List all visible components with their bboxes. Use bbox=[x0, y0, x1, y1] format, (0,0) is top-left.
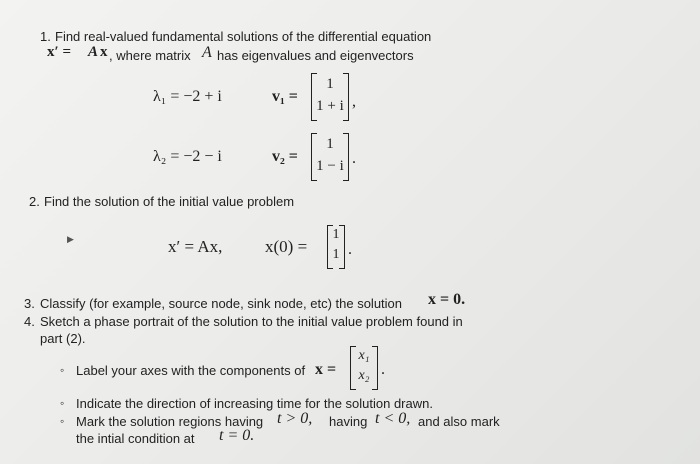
q2-ic-top: 1 bbox=[332, 227, 340, 242]
q2-punct: . bbox=[348, 241, 352, 258]
q3-text: Classify (for example, source node, sink node, etc) the solution bbox=[40, 296, 403, 311]
q4-line2: part (2). bbox=[40, 331, 86, 346]
bullet-1-icon: ◦ bbox=[60, 363, 65, 377]
q2-ic-lhs: x(0) = bbox=[265, 237, 308, 256]
q4-b3-m2: t < 0, bbox=[375, 410, 411, 427]
q4-b1-text: Label your axes with the components of bbox=[76, 363, 306, 378]
v1-label: v₁ = bbox=[272, 88, 298, 105]
q1-equation-lhs: x′ = bbox=[47, 44, 72, 60]
v2-bottom: 1 − i bbox=[316, 158, 344, 174]
q2-ic-vector bbox=[327, 225, 345, 269]
v2-top: 1 bbox=[326, 136, 334, 152]
v2-label: v₂ = bbox=[272, 148, 298, 165]
lambda1: λ₁ = −2 + i bbox=[153, 88, 222, 105]
q4-number: 4. bbox=[24, 314, 35, 329]
q4-b3-m3: t = 0. bbox=[219, 427, 255, 444]
cursor-icon: ▶ bbox=[67, 234, 74, 244]
q1-number: 1. bbox=[40, 29, 51, 44]
q3-number: 3. bbox=[24, 296, 35, 311]
bullet-3-icon: ◦ bbox=[60, 414, 65, 428]
q4-b3-line2: the intial condition at bbox=[76, 431, 195, 446]
v2-vector bbox=[311, 133, 349, 181]
q2-ode: x′ = Ax, bbox=[168, 237, 223, 256]
q4-b3-b: having bbox=[329, 414, 368, 429]
q1-equation-matrix: A bbox=[88, 44, 99, 60]
q1-line1: Find real-valued fundamental solutions of the differential equation bbox=[55, 29, 432, 44]
q4-b1-vector bbox=[350, 346, 378, 390]
q1-line2-matrix: A bbox=[202, 44, 212, 61]
lambda2: λ₂ = −2 − i bbox=[153, 148, 222, 165]
bullet-2-icon: ◦ bbox=[60, 396, 65, 410]
v1-punct: , bbox=[352, 93, 356, 110]
q4-b2-text: Indicate the direction of increasing time for the solution drawn. bbox=[76, 396, 433, 411]
q4-b3-a: Mark the solution regions having bbox=[76, 414, 264, 429]
q4-b1-math: x = bbox=[315, 361, 337, 378]
q4-b3-c: and also mark bbox=[418, 414, 500, 429]
q3-math: x = 0. bbox=[428, 291, 466, 308]
q4-line1: Sketch a phase portrait of the solution to the initial value problem found in bbox=[40, 314, 463, 329]
q1-line2-tail: , where matrix bbox=[109, 48, 191, 63]
v1-bottom: 1 + i bbox=[316, 98, 344, 114]
q1-equation-vector: x bbox=[100, 44, 108, 60]
q4-b1-top: x₁ bbox=[358, 348, 370, 363]
q2-line: Find the solution of the initial value problem bbox=[44, 194, 295, 209]
q4-b1-punct: . bbox=[381, 361, 385, 378]
q4-b1-bottom: x₂ bbox=[358, 368, 370, 383]
v1-top: 1 bbox=[326, 76, 334, 92]
v2-punct: . bbox=[352, 150, 356, 167]
q2-number: 2. bbox=[29, 194, 40, 209]
q2-ic-bottom: 1 bbox=[332, 247, 340, 262]
v1-vector bbox=[311, 73, 349, 121]
q1-line2-end: has eigenvalues and eigenvectors bbox=[217, 48, 414, 63]
q4-b3-m1: t > 0, bbox=[277, 410, 313, 427]
